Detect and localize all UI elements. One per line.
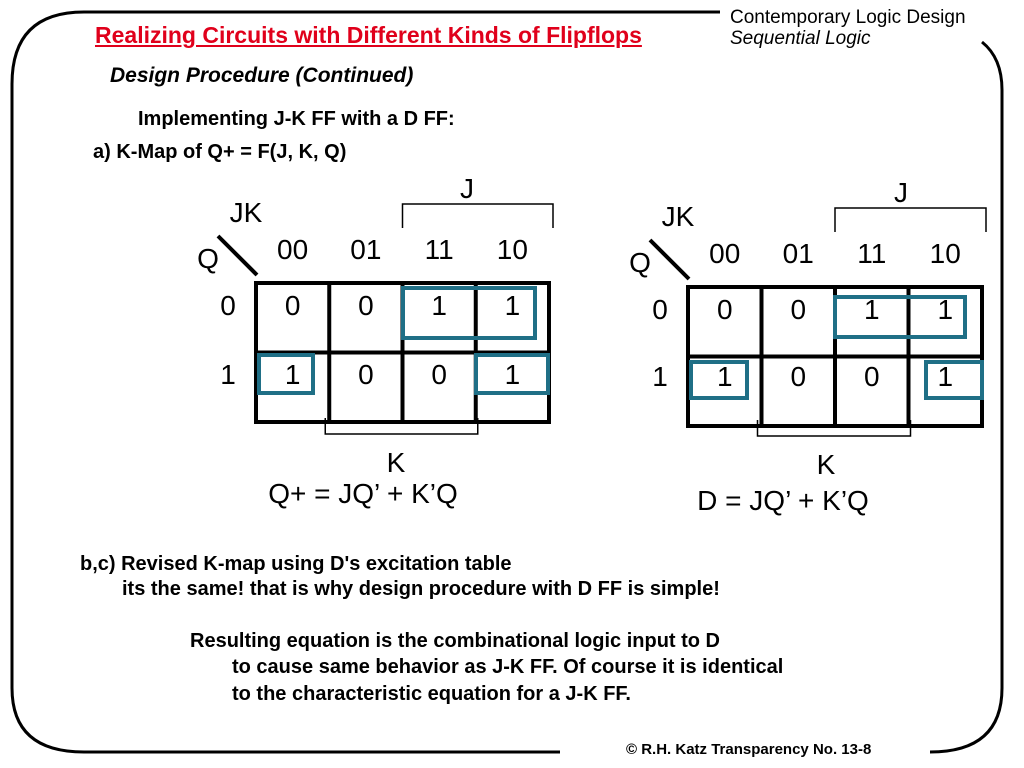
kmap-1-cell: 1 xyxy=(284,359,301,390)
slide-title: Realizing Circuits with Different Kinds of Flipflops xyxy=(95,22,642,48)
kmap-2-corner-diagonal xyxy=(650,240,689,279)
kmap-1-cell: 0 xyxy=(284,290,301,321)
kmap-1-equation: Q+ = JQ’ + K’Q xyxy=(268,478,458,509)
kmap-2-k-label: K xyxy=(816,449,836,480)
kmap-2-row-header: 0 xyxy=(652,294,668,325)
kmap-2-row-header: 1 xyxy=(652,361,668,392)
kmap-1-row-header: 1 xyxy=(220,359,236,390)
kmap-1-k-label: K xyxy=(386,447,406,478)
kmap-2-cell: 1 xyxy=(863,294,880,325)
kmap-1-corner-diagonal xyxy=(218,236,257,275)
result-line-1: Resulting equation is the combinational logic input to D xyxy=(190,630,720,652)
course-topic: Sequential Logic xyxy=(730,28,871,49)
kmap-2-corner-q: Q xyxy=(629,247,651,278)
kmap-1-cell: 1 xyxy=(504,290,521,321)
kmap-1-col-header: 10 xyxy=(496,234,528,265)
course-name: Contemporary Logic Design xyxy=(730,7,966,28)
kmap-1-corner-jk: JK xyxy=(229,197,263,228)
kmap-1-col-header: 01 xyxy=(350,234,382,265)
section-subtitle: Design Procedure (Continued) xyxy=(110,64,414,87)
result-line-3: to the characteristic equation for a J-K FF. xyxy=(232,683,631,705)
kmap-1-cell: 1 xyxy=(431,290,447,321)
kmap-1-j-label: J xyxy=(460,173,474,204)
kmap-1-col-header: 11 xyxy=(424,234,454,265)
kmap-1-cell: 0 xyxy=(431,359,447,390)
kmap-2-group-box xyxy=(926,362,982,398)
kmap-2-col-header: 00 xyxy=(709,238,741,269)
revised-kmap-note: b,c) Revised K-map using D's excitation table xyxy=(80,553,512,575)
kmap-1-row-header: 0 xyxy=(220,290,236,321)
kmap-heading: a) K-Map of Q+ = F(J, K, Q) xyxy=(93,141,347,163)
kmap-2-cell: 1 xyxy=(716,361,733,392)
kmap-2-cell: 0 xyxy=(863,361,880,392)
kmap-2-col-header: 10 xyxy=(929,238,961,269)
kmap-1-cell: 0 xyxy=(358,359,374,390)
kmap-2-cell: 1 xyxy=(937,294,954,325)
kmap-1-cell: 0 xyxy=(358,290,374,321)
kmap-2-cell: 0 xyxy=(716,294,733,325)
same-note: its the same! that is why design procedure with D FF is simple! xyxy=(122,578,720,600)
kmap-2-col-header: 11 xyxy=(857,238,887,269)
kmap-1-cell: 1 xyxy=(504,359,521,390)
footer-credit: © R.H. Katz Transparency No. 13-8 xyxy=(626,741,872,758)
kmap-2-cell: 0 xyxy=(790,294,807,325)
kmap-1-corner-q: Q xyxy=(197,243,219,274)
result-line-2: to cause same behavior as J-K FF. Of course it is identical xyxy=(232,656,784,678)
kmap-1-j-bracket xyxy=(403,204,554,228)
kmap-2-j-bracket xyxy=(835,208,986,232)
kmap-2-col-header: 01 xyxy=(782,238,814,269)
kmap-2-j-label: J xyxy=(894,177,908,208)
kmap-2-cell: 1 xyxy=(937,361,954,392)
kmap-2-corner-jk: JK xyxy=(661,201,695,232)
kmap-1-col-header: 00 xyxy=(277,234,309,265)
implementing-heading: Implementing J-K FF with a D FF: xyxy=(138,108,455,130)
kmap-2-equation: D = JQ’ + K’Q xyxy=(697,485,869,516)
kmap-2-cell: 0 xyxy=(790,361,807,392)
